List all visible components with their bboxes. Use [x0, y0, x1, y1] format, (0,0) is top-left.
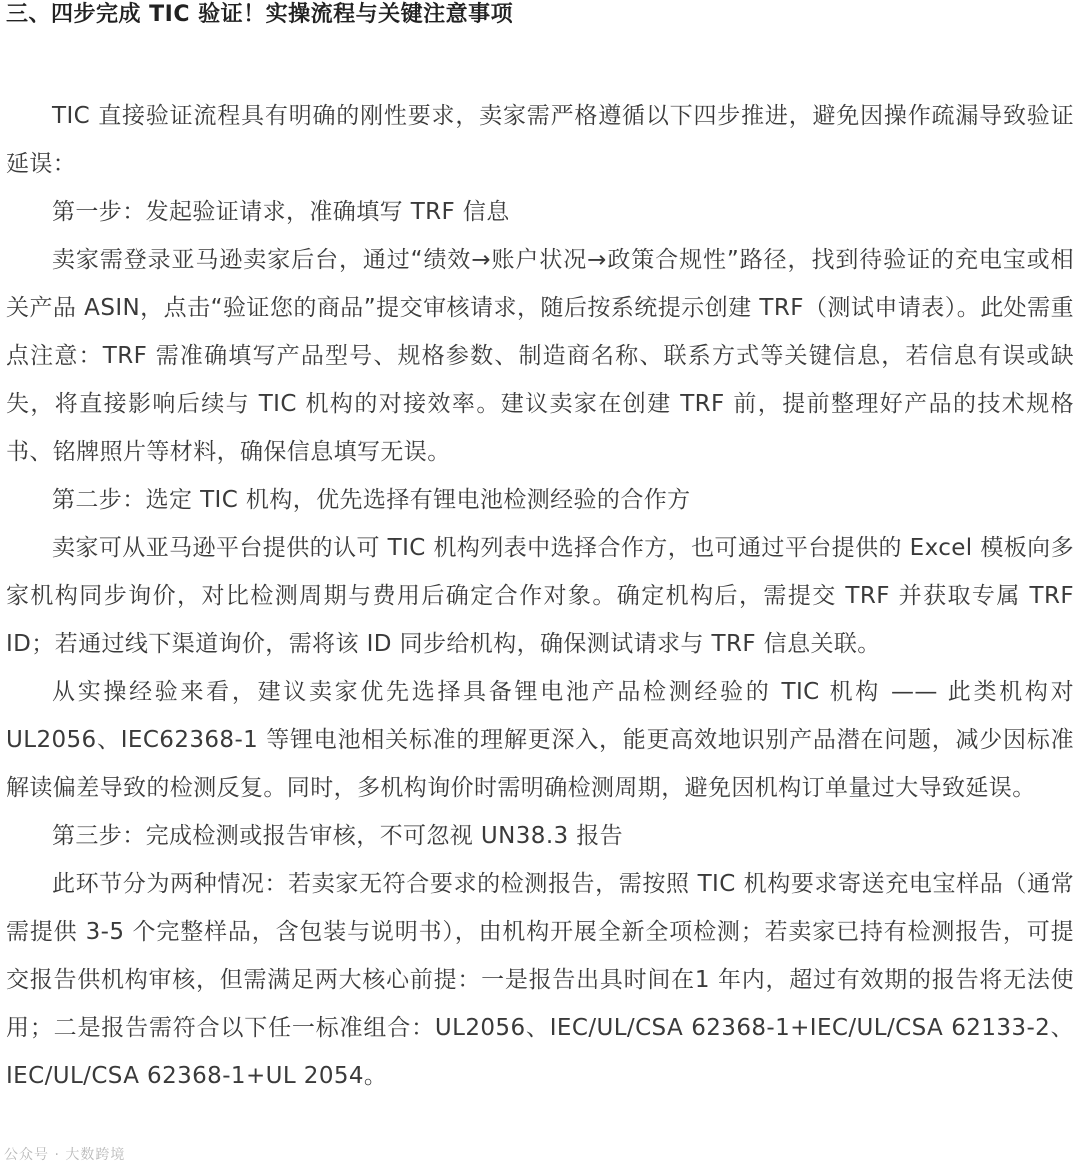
section-heading: 三、四步完成 TIC 验证！实操流程与关键注意事项: [6, 2, 514, 27]
step-3-title: 第三步：完成检测或报告审核，不可忽视 UN38.3 报告: [52, 823, 624, 849]
intro-paragraph: TIC 直接验证流程具有明确的刚性要求，卖家需严格遵循以下四步推进，避免因操作疏漏导致验证延误：: [6, 103, 1074, 177]
spacer: [6, 30, 1074, 92]
step-3-body: 此环节分为两种情况：若卖家无符合要求的检测报告，需按照 TIC 机构要求寄送充电宝样品（通常需提供 3-5 个完整样品，含包装与说明书），由机构开展全新全项检测；若卖家已持有检测报告，可提交报告供机构审核，但需满足两大核心前提：一是报告出具时间在1 年内，超过有效期的报告将无法使用；二是报告需符合以下任一标准组合：UL2056、IEC/UL/CSA 62368-1+IEC/UL/CSA 62133-2、IEC/UL/CSA 62368-1+UL 2054。: [6, 871, 1074, 1089]
step-2-body-2: 从实操经验来看，建议卖家优先选择具备锂电池产品检测经验的 TIC 机构 —— 此类机构对 UL2056、IEC62368-1 等锂电池相关标准的理解更深入，能更高效地识别产品潜在问题，减少因标准解读偏差导致的检测反复。同时，多机构询价时需明确检测周期，避免因机构订单量过大导致延误。: [6, 679, 1074, 801]
step-2-body-1: 卖家可从亚马逊平台提供的认可 TIC 机构列表中选择合作方，也可通过平台提供的 Excel 模板向多家机构同步询价，对比检测周期与费用后确定合作对象。确定机构后，需提交 TRF 并获取专属 TRF ID；若通过线下渠道询价，需将该 ID 同步给机构，确保测试请求与 TRF 信息关联。: [6, 535, 1074, 657]
watermark-logo: 公众号 · 大数跨境: [4, 1147, 126, 1163]
step-2-title: 第二步：选定 TIC 机构，优先选择有锂电池检测经验的合作方: [52, 487, 691, 513]
step-1-body: 卖家需登录亚马逊卖家后台，通过“绩效→账户状况→政策合规性”路径，找到待验证的充电宝或相关产品 ASIN，点击“验证您的商品”提交审核请求，随后按系统提示创建 TRF（测试申请表）。此处需重点注意：TRF 需准确填写产品型号、规格参数、制造商名称、联系方式等关键信息，若信息有误或缺失，将直接影响后续与 TIC 机构的对接效率。建议卖家在创建 TRF 前，提前整理好产品的技术规格书、铭牌照片等材料，确保信息填写无误。: [6, 247, 1074, 465]
step-1-title: 第一步：发起验证请求，准确填写 TRF 信息: [52, 199, 510, 225]
